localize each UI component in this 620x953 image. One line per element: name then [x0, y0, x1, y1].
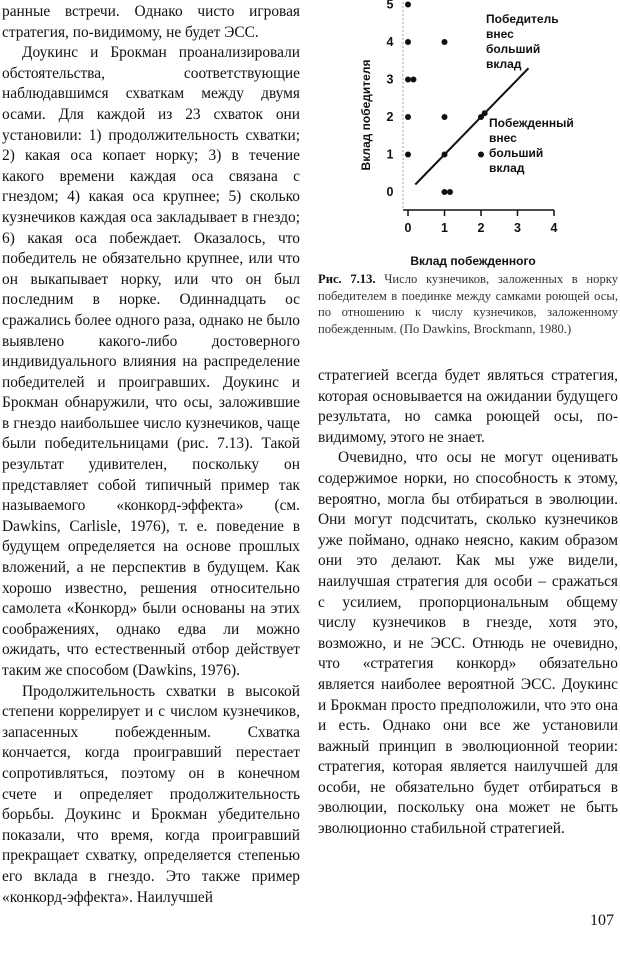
- figure-7-13: [318, 0, 618, 270]
- data-point: [405, 152, 411, 158]
- left-text-column: [2, 2, 300, 908]
- right-text-column: [318, 366, 618, 840]
- y-tick-label: 1: [386, 147, 394, 162]
- paragraph: Доукинс и Брокман проанализировали обстоятельства, соответствующие наблюдавшимся схваткам между двумя осами. Для каждой из 23 схваток они установили: 1) продолжительность схватки; 2) какая оса копает норку; 3) в течение какого времени каждая оса связана с гнездом; 4) какая оса крупнее; 5) сколько кузнечиков каждая оса закладывает в гнездо; 6) какая оса побеждает. Оказалось, что победитель не обязательно крупнее, или что он выкапывает норку, или что он был последним в норке. Одиннадцать ос сражались более одного раза, однако не было выявлено какого-либо достоверного индивидуального влияния на распределение победителей и проигравших. Доукинс и Брокман обнаружили, что осы, заложившие в гнездо наибольшее число кузнечиков, чаще были победительницами (рис. 7.13). Такой результат удивителен, поскольку он представляет собой типичный пример так называемого «конкорд-эффекта» (см. Dawkins, Carlisle, 1976), т. е. поведение в будущем определяется на основе прошлых вложений, а не перспектив в будущем. Как хорошо известно, решения относительно самолета «Конкорд» были основаны на этих соображениях, однако едва ли можно ожидать, что естественный отбор действует таким же способом (Dawkins, 1976).: [2, 44, 300, 679]
- y-tick-label: 3: [386, 72, 394, 87]
- data-point: [442, 189, 448, 195]
- paragraph: стратегией всегда будет являться стратегия, которая основывается на ожидании будущего результата, но самка роющей осы, по-видимому, этого не знает.: [318, 367, 618, 446]
- annotation-line: больший: [489, 146, 544, 160]
- caption-label: Рис. 7.13.: [318, 272, 376, 286]
- data-point: [405, 2, 411, 8]
- annotation-line: внес: [489, 131, 517, 145]
- y-tick-label: 2: [386, 110, 394, 124]
- paragraph: Продолжительность схватки в высокой степени коррелирует и с числом кузнечиков, запасенных побежденным. Схватка кончается, когда проигравший перестает сопротивляться, поэтому он в конечном счете и определяет продолжительность борьбы. Доукинс и Брокман убедительно показали, что время, когда проигравший прекращает схватку, определяется степенью его вклада в гнездо. Это также пример «конкорд-эффекта». Наилучшей: [2, 682, 300, 906]
- annotation-line: Победитель: [486, 12, 559, 26]
- data-point: [442, 39, 448, 45]
- y-tick-label: 5: [386, 0, 394, 12]
- annotation-line: Побежденный: [489, 116, 574, 130]
- y-axis-label: Вклад победителя: [359, 59, 373, 171]
- y-tick-label: 4: [386, 35, 394, 49]
- x-tick-label: 3: [514, 221, 521, 235]
- annotation-line: вклад: [489, 161, 525, 175]
- caption-text: Число кузнечиков, заложенных в норку победителем в поединке между самками роющей осы, по отношению к числу кузнечиков, заложенному побежденным. (По Dawkins, Brockmann, 1980.): [318, 272, 618, 336]
- annotation-line: вклад: [486, 57, 522, 71]
- x-tick-label: 2: [477, 221, 485, 235]
- x-axis-label: Вклад побежденного: [410, 254, 536, 268]
- paragraph: Очевидно, что осы не могут оценивать содержимое норки, но способность к этому, вероятно, могла бы отбираться в эволюции. Они могут подсчитать, сколько кузнечиков уже поймано, однако неясно, каким образом они это делают. Как мы уже видели, наилучшая стратегия для особи – сражаться с усилием, пропорциональным общему числу кузнечиков в гнезде, хотя это, возможно, и не ЭСС. Отнюдь не очевидно, что «стратегия конкорд» обязательно является наиболее вероятной ЭСС. Доукинс и Брокман просто предположили, что это она и есть. Однако они все же установили важный принцип в эволюционной теории: стратегия, которая является наилучшей для особи, не обязательно будет отбираться в эволюции, поскольку она может не быть эволюционно стабильной стратегией.: [318, 449, 618, 838]
- annotation-winner: [486, 12, 559, 71]
- data-point: [405, 114, 411, 120]
- x-tick-label: 1: [441, 221, 448, 235]
- data-point: [405, 77, 411, 83]
- annotation-line: больший: [486, 42, 541, 56]
- data-point: [405, 39, 411, 45]
- data-point: [478, 152, 484, 158]
- data-point: [410, 77, 416, 83]
- paragraph: ранные встречи. Однако чисто игровая стратегия, по-видимому, не будет ЭСС.: [2, 3, 300, 41]
- annotation-line: внес: [486, 27, 514, 41]
- x-tick-label: 0: [404, 221, 412, 235]
- data-point: [442, 114, 448, 120]
- figure-caption: [318, 271, 618, 337]
- x-tick-label: 4: [550, 221, 558, 235]
- annotation-loser: [489, 116, 574, 175]
- page-number: 107: [590, 912, 614, 929]
- data-point: [447, 189, 453, 195]
- scatter-chart: [318, 0, 618, 270]
- y-tick-label: 0: [386, 185, 394, 199]
